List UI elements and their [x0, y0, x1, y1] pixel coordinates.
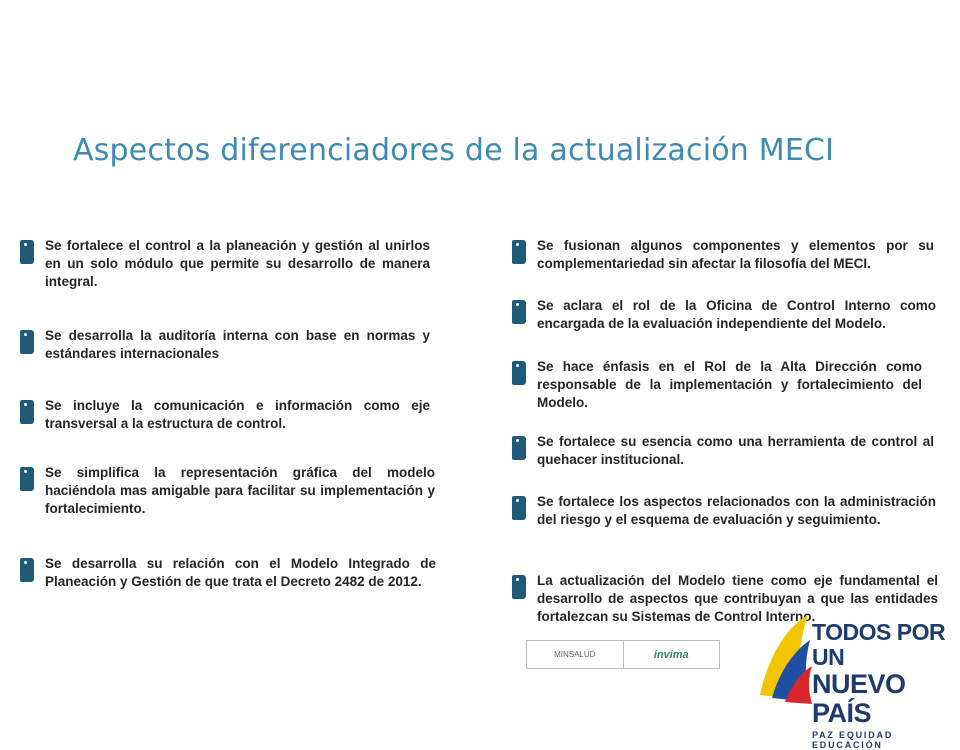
- list-item-right-3: [512, 358, 922, 412]
- list-item-text: Se hace énfasis en el Rol de la Alta Dirección como responsable de la implementación y fortalecimiento del Modelo.: [537, 359, 922, 410]
- list-item-text: Se simplifica la representación gráfica del modelo haciéndola mas amigable para facilitar su implementación y fortalecimiento.: [45, 465, 435, 516]
- list-item-text: Se aclara el rol de la Oficina de Control Interno como encargada de la evaluación independiente del Modelo.: [537, 298, 936, 331]
- list-item-text: Se fortalece los aspectos relacionados con la administración del riesgo y el esquema de evaluación y seguimiento.: [537, 494, 936, 527]
- minsalud-logo: [527, 641, 623, 668]
- bullet-icon: [20, 330, 34, 354]
- brand-line-2: NUEVO PAÍS: [812, 669, 906, 728]
- institution-logos: [526, 640, 720, 669]
- list-item-right-1: [512, 237, 934, 273]
- list-item-right-2: [512, 297, 936, 333]
- list-item-text: La actualización del Modelo tiene como eje fundamental el desarrollo de aspectos que contribuyan a que las entidades fortalezcan su Sistemas de Control Interno.: [537, 573, 938, 624]
- list-item-left-5: [20, 555, 436, 591]
- list-item-left-1: [20, 237, 430, 291]
- list-item-right-4: [512, 433, 934, 469]
- list-item-text: Se incluye la comunicación e información como eje transversal a la estructura de control.: [45, 398, 430, 431]
- list-item-text: Se desarrolla su relación con el Modelo Integrado de Planeación y Gestión de que trata el Decreto 2482 de 2012.: [45, 556, 436, 589]
- list-item-text: Se desarrolla la auditoría interna con base en normas y estándares internacionales: [45, 328, 430, 361]
- invima-label: invima: [653, 648, 689, 661]
- bullet-icon: [512, 496, 526, 520]
- list-item-text: Se fortalece el control a la planeación y gestión al unirlos en un solo módulo que permite su desarrollo de manera integral.: [45, 238, 430, 289]
- brand-line-3: PAZ EQUIDAD EDUCACIÓN: [812, 730, 894, 750]
- bullet-icon: [512, 361, 526, 385]
- invima-logo: [623, 641, 720, 668]
- bullet-icon: [20, 240, 34, 264]
- bullet-icon: [512, 436, 526, 460]
- page-title: Aspectos diferenciadores de la actualización MECI: [73, 133, 835, 168]
- list-item-left-3: [20, 397, 430, 433]
- bullet-icon: [512, 300, 526, 324]
- list-item-text: Se fusionan algunos componentes y elementos por su complementariedad sin afectar la filosofía del MECI.: [537, 238, 934, 271]
- brand-slogan: [812, 620, 960, 750]
- list-item-left-2: [20, 327, 430, 363]
- list-item-text: Se fortalece su esencia como una herramienta de control al quehacer institucional.: [537, 434, 934, 467]
- list-item-right-5: [512, 493, 936, 529]
- bullet-icon: [20, 400, 34, 424]
- minsalud-label: MINSALUD: [554, 650, 596, 659]
- bullet-icon: [20, 558, 34, 582]
- brand-line-1: TODOS POR UN: [812, 619, 946, 670]
- bullet-icon: [512, 575, 526, 599]
- bullet-icon: [512, 240, 526, 264]
- bullet-icon: [20, 467, 34, 491]
- list-item-left-4: [20, 464, 435, 518]
